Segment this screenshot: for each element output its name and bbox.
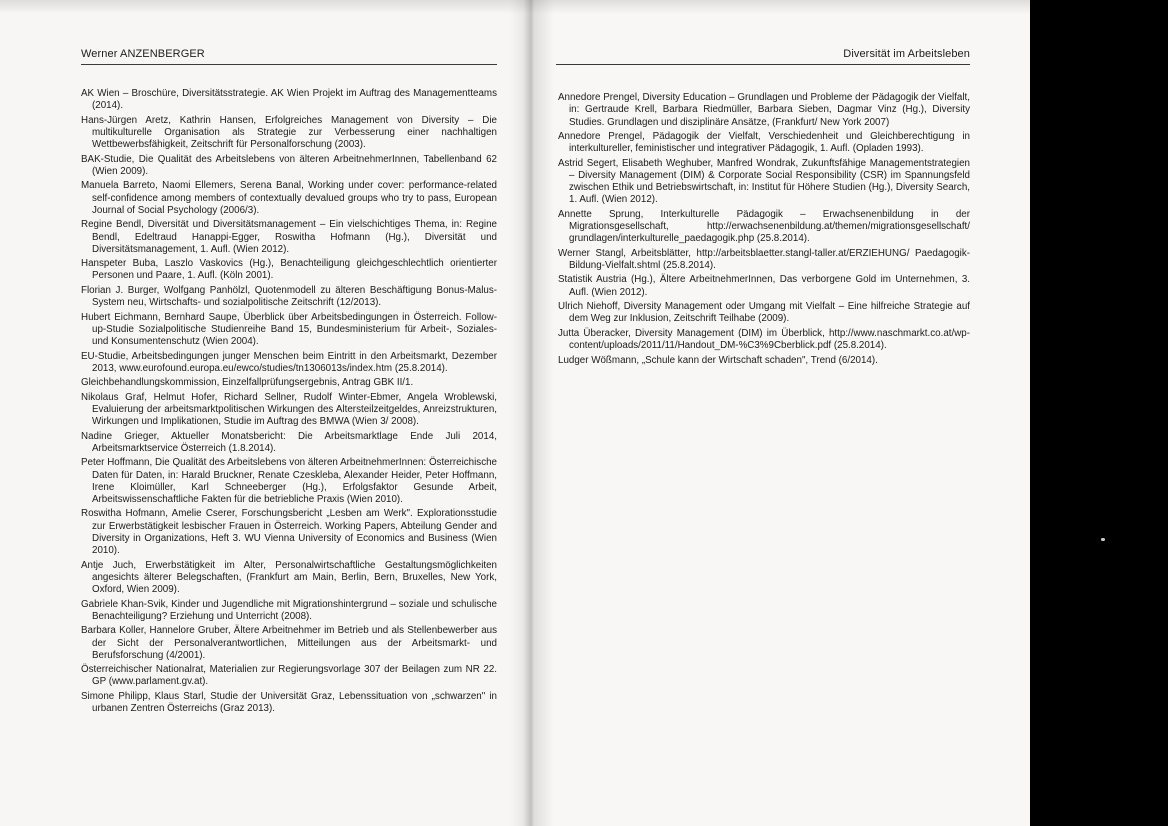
left-header-rule xyxy=(81,64,497,65)
scan-background xyxy=(1030,0,1168,826)
reference-entry: Roswitha Hofmann, Amelie Cserer, Forschungsbericht „Lesben am Werk". Explorationsstudie zur Erwerbstätigkeit lesbischer Frauen in Österreich. Working Papers, Abteilung Gender and Diversity in Organizations, Heft 3. WU Vienna University of Economics and Business (Wien 2010). xyxy=(81,508,497,557)
reference-entry: Manuela Barreto, Naomi Ellemers, Serena Banal, Working under cover: performance-related self-confidence among members of contextually devalued groups who try to pass, European Journal of Social Psychology (2006/3). xyxy=(81,180,497,216)
reference-entry: Barbara Koller, Hannelore Gruber, Ältere Arbeitnehmer im Betrieb und als Stellenbewerber aus der Sicht der Personalverantwortlichen, Mitteilungen aus der Arbeitsmarkt- und Berufsforschung (4/2001). xyxy=(81,625,497,661)
reference-entry: Annedore Prengel, Pädagogik der Vielfalt, Verschiedenheit und Gleichberechtigung in interkultureller, feministischer und integrativer Pädagogik, 1. Aufl. (Opladen 1993). xyxy=(558,130,970,155)
reference-entry: Ludger Wößmann, „Schule kann der Wirtschaft schaden", Trend (6/2014). xyxy=(558,354,878,366)
reference-entry: BAK-Studie, Die Qualität des Arbeitslebens von älteren ArbeitnehmerInnen, Tabellenband 62 (Wien 2009). xyxy=(81,153,497,177)
reference-entry: Ulrich Niehoff, Diversity Management oder Umgang mit Vielfalt – Eine hilfreiche Strategie auf dem Weg zur Inklusion, Zeitschrift Teilhabe (2009). xyxy=(558,301,970,325)
reference-entry: Hans-Jürgen Aretz, Kathrin Hansen, Erfolgreiches Management von Diversity – Die multikulturelle Organisation als Strategie zur Verbesserung einer nachhaltigen Wettbewerbsfähigkeit, Zeitschrift für Personalforschung (2003). xyxy=(81,114,497,151)
reference-entry: Regine Bendl, Diversität und Diversitätsmanagement – Ein vielschichtiges Thema, in: Regine Bendl, Edeltraud Hanappi-Egger, Roswitha Hofmann (Hg.), Diversität und Diversitätsmanagement, 1. Aufl. (Wien 2012). xyxy=(81,219,497,255)
left-page xyxy=(0,0,530,826)
reference-entry: Antje Juch, Erwerbstätigkeit im Alter, Personalwirtschaftliche Gestaltungsmöglichkeiten angesichts älterer Belegschaften, (Frankfurt am Main, Berlin, Bern, Bruxelles, New York, Oxford, Wien 2009). xyxy=(81,559,497,596)
reference-entry: EU-Studie, Arbeitsbedingungen junger Menschen beim Eintritt in den Arbeitsmarkt, Dezember 2013, www.eurofound.europa.eu/ewco/studies/tn1306013s/index.htm (25.8.2014). xyxy=(81,350,497,374)
right-running-head: Diversität im Arbeitsleben xyxy=(843,48,970,60)
reference-entry: Florian J. Burger, Wolfgang Panhölzl, Quotenmodell zu älteren Beschäftigung Bonus-Malus-System neu, Wirtschafts- und sozialpolitische Zeitschrift (12/2013). xyxy=(81,284,497,309)
reference-entry: Annedore Prengel, Diversity Education – Grundlagen und Probleme der Pädagogik der Vielfalt, in: Gertraude Krell, Barbara Riedmüller, Barbara Sieben, Dagmar Vinz (Hg.), Diversity Studies. Grundlagen und disziplinäre Ansätze, (Frankfurt/ New York 2007) xyxy=(558,92,970,128)
reference-entry: Hanspeter Buba, Laszlo Vaskovics (Hg.), Benachteiligung gleichgeschlechtlich orientierter Personen und Paare, 1. Aufl. (Köln 2001). xyxy=(81,258,497,282)
reference-entry: Nikolaus Graf, Helmut Hofer, Richard Sellner, Rudolf Winter-Ebmer, Angela Wroblewski, Evaluierung der arbeitsmarktpolitischen Wirkungen des Altersteilzeitgeldes, Anreizstrukturen, Wirkungen und Implikationen, Studie im Auftrag des BMWA (Wien 3/ 2008). xyxy=(81,391,497,428)
left-reference-list xyxy=(81,88,497,718)
reference-entry: Gabriele Khan-Svik, Kinder und Jugendliche mit Migrationshintergrund – soziale und schulische Benachteiligung? Erziehung und Unterricht (2008). xyxy=(81,598,497,622)
reference-entry: Hubert Eichmann, Bernhard Saupe, Überblick über Arbeitsbedingungen in Österreich. Follow-up-Studie Sozialpolitische Studienreihe Band 15, Bundesministerium für Arbeit-, Soziales- und Konsumentenschutz (Wien 2004). xyxy=(81,311,497,348)
top-edge-shadow xyxy=(0,0,1030,14)
reference-entry: Österreichischer Nationalrat, Materialien zur Regierungsvorlage 307 der Beilagen zum NR 22. GP (www.parlament.gv.at). xyxy=(81,664,497,688)
reference-entry: Nadine Grieger, Aktueller Monatsbericht: Die Arbeitsmarktlage Ende Juli 2014, Arbeitsmarktservice Österreich (1.8.2014). xyxy=(81,430,497,454)
right-page xyxy=(530,0,1030,826)
reference-entry: Annette Sprung, Interkulturelle Pädagogik – Erwachsenenbildung in der Migrationsgesellschaft, http://erwachsenenbildung.at/themen/migrationsgesellschaft/ grundlagen/interkulturelle_paedagogik.php (25.8.2014). xyxy=(558,208,970,245)
scan-speck xyxy=(1101,538,1105,541)
reference-entry: Simone Philipp, Klaus Starl, Studie der Universität Graz, Lebenssituation von „schwarzen" in urbanen Zentren Österreichs (Graz 2013). xyxy=(81,690,497,715)
reference-entry: Jutta Überacker, Diversity Management (DIM) im Überblick, http://www.naschmarkt.co.at/wp-content/uploads/2011/11/Handout_DM-%C3%9Cberblick.pdf (25.8.2014). xyxy=(558,327,970,352)
reference-entry: Peter Hoffmann, Die Qualität des Arbeitslebens von älteren ArbeitnehmerInnen: Österreichische Daten für Daten, in: Harald Bruckner, Renate Czeskleba, Alexander Heider, Peter Hoffmann, Irene Kloimüller, Karl Schneeberger (Hg.), Erfolgsfaktor Gesunde Arbeit, Arbeitswissenschaftliche Fakten für die betriebliche Praxis (Wien 2010). xyxy=(81,457,497,505)
right-header-rule xyxy=(556,64,970,65)
reference-entry: AK Wien – Broschüre, Diversitätsstrategie. AK Wien Projekt im Auftrag des Managementteams (2014). xyxy=(81,88,497,112)
reference-entry: Astrid Segert, Elisabeth Weghuber, Manfred Wondrak, Zukunftsfähige Managementstrategien – Diversity Management (DIM) & Corporate Social Responsibility (CSR) im Spannungsfeld zwischen Ethik und Betriebswirtschaft, in: Institut für Höhere Studien (Hg.), Diversity Search, 1. Aufl. (Wien 2012). xyxy=(558,157,970,206)
reference-entry: Gleichbehandlungskommission, Einzelfallprüfungsergebnis, Antrag GBK II/1. xyxy=(81,377,414,389)
reference-entry: Statistik Austria (Hg.), Ältere ArbeitnehmerInnen, Das verborgene Gold im Unternehmen, 3. Aufl. (Wien 2012). xyxy=(558,274,970,298)
left-running-head: Werner ANZENBERGER xyxy=(81,48,205,60)
right-reference-list xyxy=(558,92,970,369)
reference-entry: Werner Stangl, Arbeitsblätter, http://arbeitsblaetter.stangl-taller.at/ERZIEHUNG/ Paedagogik-Bildung-Vielfalt.shtml (25.8.2014). xyxy=(558,247,970,271)
book-gutter-shadow xyxy=(510,0,554,826)
